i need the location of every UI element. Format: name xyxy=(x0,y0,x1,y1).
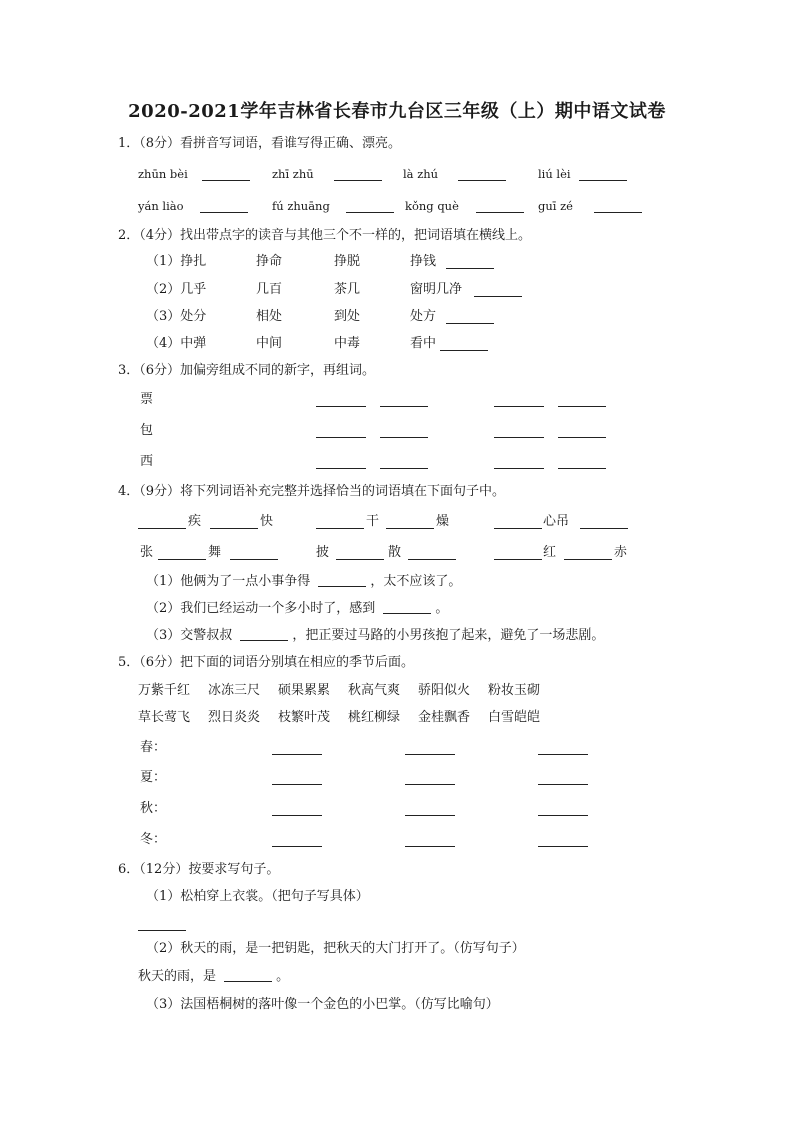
sentence-task-2-answer xyxy=(138,969,289,985)
answer-blank[interactable] xyxy=(494,528,542,529)
word-item: 白雪皑皑 xyxy=(488,710,541,725)
answer-blank[interactable] xyxy=(158,559,206,560)
word-item: 窗明几净 xyxy=(410,282,463,297)
sentence-task-1: （1）松柏穿上衣裳。（把句子写具体） xyxy=(146,889,369,904)
idiom-char: 干 xyxy=(366,514,380,529)
answer-blank[interactable] xyxy=(579,180,627,181)
answer-blank[interactable] xyxy=(318,574,366,587)
answer-blank[interactable] xyxy=(316,437,366,438)
word-item: 到处 xyxy=(334,309,361,324)
answer-blank[interactable] xyxy=(380,468,428,469)
word-item: （1）挣扎 xyxy=(146,254,207,269)
answer-blank[interactable] xyxy=(138,528,186,529)
answer-blank[interactable] xyxy=(446,323,494,324)
sentence-text: ，把正要过马路的小男孩抱了起来，避免了一场悲剧。 xyxy=(292,628,605,643)
answer-blank[interactable] xyxy=(334,180,382,181)
idiom-char: 快 xyxy=(260,514,274,529)
season-label: 夏： xyxy=(140,770,167,785)
word-item: 粉妆玉砌 xyxy=(488,683,541,698)
word-item: 硕果累累 xyxy=(278,683,331,698)
pinyin-item: guī zé xyxy=(538,199,573,213)
answer-blank[interactable] xyxy=(440,350,488,351)
sentence-2 xyxy=(146,601,448,617)
answer-blank[interactable] xyxy=(138,930,186,931)
answer-blank[interactable] xyxy=(538,846,588,847)
word-item: 挣命 xyxy=(256,254,283,269)
answer-blank[interactable] xyxy=(558,468,606,469)
base-char: 西 xyxy=(140,454,154,469)
idiom-char: 舞 xyxy=(208,545,222,560)
word-item: 烈日炎炎 xyxy=(208,710,261,725)
word-item: 草长莺飞 xyxy=(138,710,191,725)
sentence-text: （3）交警叔叔 xyxy=(146,628,233,643)
sentence-text: （1）他俩为了一点小事争得 xyxy=(146,574,311,589)
word-item: 挣脱 xyxy=(334,254,361,269)
word-item: 秋高气爽 xyxy=(348,683,401,698)
answer-blank[interactable] xyxy=(316,528,364,529)
idiom-char: 疾 xyxy=(188,514,202,529)
answer-blank[interactable] xyxy=(380,437,428,438)
sentence-task-3: （3）法国梧桐树的落叶像一个金色的小巴掌。（仿写比喻句） xyxy=(146,997,499,1012)
answer-blank[interactable] xyxy=(272,754,322,755)
pinyin-item: kǒng què xyxy=(405,199,459,213)
sentence-3 xyxy=(146,628,604,644)
word-item: （3）处分 xyxy=(146,309,207,324)
answer-blank[interactable] xyxy=(494,437,544,438)
answer-blank[interactable] xyxy=(408,559,456,560)
word-item: 金桂飘香 xyxy=(418,710,471,725)
answer-blank[interactable] xyxy=(458,180,506,181)
answer-blank[interactable] xyxy=(272,784,322,785)
idiom-char: 张 xyxy=(140,545,154,560)
base-char: 包 xyxy=(140,423,154,438)
idiom-char: 披 xyxy=(316,545,330,560)
word-item: 挣钱 xyxy=(410,254,437,269)
answer-blank[interactable] xyxy=(380,406,428,407)
answer-blank[interactable] xyxy=(476,212,524,213)
word-item: 万紫千红 xyxy=(138,683,191,698)
answer-blank[interactable] xyxy=(200,212,248,213)
word-item: 相处 xyxy=(256,309,283,324)
pinyin-item: yán liào xyxy=(138,199,184,213)
answer-blank[interactable] xyxy=(240,628,288,641)
question-4-label: 4．（9分）将下列词语补充完整并选择恰当的词语填在下面句子中。 xyxy=(118,484,506,499)
answer-blank[interactable] xyxy=(594,212,642,213)
answer-blank[interactable] xyxy=(558,406,606,407)
answer-blank[interactable] xyxy=(405,754,455,755)
word-item: （2）几乎 xyxy=(146,282,207,297)
answer-blank[interactable] xyxy=(346,212,394,213)
sentence-text: 秋天的雨，是 xyxy=(138,969,217,984)
answer-blank[interactable] xyxy=(386,528,434,529)
base-char: 票 xyxy=(140,392,154,407)
word-item: 看中 xyxy=(410,336,437,351)
answer-blank[interactable] xyxy=(224,969,272,982)
answer-blank[interactable] xyxy=(538,815,588,816)
answer-blank[interactable] xyxy=(494,559,542,560)
answer-blank[interactable] xyxy=(202,180,250,181)
answer-blank[interactable] xyxy=(230,559,278,560)
answer-blank[interactable] xyxy=(316,468,366,469)
sentence-text: 。 xyxy=(276,969,290,984)
sentence-text: 。 xyxy=(435,601,449,616)
answer-blank[interactable] xyxy=(336,559,384,560)
answer-blank[interactable] xyxy=(494,468,544,469)
answer-blank[interactable] xyxy=(272,846,322,847)
idiom-char: 红 xyxy=(543,545,557,560)
question-6-label: 6．（12分）按要求写句子。 xyxy=(118,862,280,877)
idiom-char: 燥 xyxy=(436,514,450,529)
word-item: 枝繁叶茂 xyxy=(278,710,331,725)
word-item: 桃红柳绿 xyxy=(348,710,401,725)
answer-blank[interactable] xyxy=(564,559,612,560)
pinyin-item: fú zhuāng xyxy=(272,199,330,213)
answer-blank[interactable] xyxy=(316,406,366,407)
sentence-text: （2）我们已经运动一个多小时了，感到 xyxy=(146,601,376,616)
question-5-label: 5．（6分）把下面的词语分别填在相应的季节后面。 xyxy=(118,655,415,670)
word-item: 几百 xyxy=(256,282,283,297)
answer-blank[interactable] xyxy=(558,437,606,438)
word-item: 中毒 xyxy=(334,336,361,351)
word-item: 中间 xyxy=(256,336,283,351)
question-2-label: 2．（4分）找出带点字的读音与其他三个不一样的，把词语填在横线上。 xyxy=(118,228,532,243)
idiom-char: 赤 xyxy=(614,545,628,560)
answer-blank[interactable] xyxy=(272,815,322,816)
season-label: 冬： xyxy=(140,832,167,847)
idiom-char: 心吊 xyxy=(543,514,570,529)
answer-blank[interactable] xyxy=(405,815,455,816)
word-item: 处方 xyxy=(410,309,437,324)
sentence-text: ，太不应该了。 xyxy=(370,574,462,589)
sentence-task-2: （2）秋天的雨，是一把钥匙，把秋天的大门打开了。（仿写句子） xyxy=(146,941,525,956)
page-title: 2020-2021学年吉林省长春市九台区三年级（上）期中语文试卷 xyxy=(128,101,666,122)
answer-blank[interactable] xyxy=(405,846,455,847)
pinyin-item: liú lèi xyxy=(538,167,571,181)
word-item: 冰冻三尺 xyxy=(208,683,261,698)
season-label: 春： xyxy=(140,740,167,755)
word-item: （4）中弹 xyxy=(146,336,207,351)
word-item: 骄阳似火 xyxy=(418,683,471,698)
question-3-label: 3．（6分）加偏旁组成不同的新字，再组词。 xyxy=(118,363,376,378)
answer-blank[interactable] xyxy=(474,296,522,297)
season-label: 秋： xyxy=(140,801,167,816)
question-1-label: 1．（8分）看拼音写词语，看谁写得正确、漂亮。 xyxy=(118,136,402,151)
answer-blank[interactable] xyxy=(538,754,588,755)
pinyin-item: là zhú xyxy=(403,167,439,181)
idiom-char: 散 xyxy=(388,545,402,560)
pinyin-item: zhūn bèi xyxy=(138,167,188,181)
answer-blank[interactable] xyxy=(494,406,544,407)
sentence-1 xyxy=(146,574,461,590)
answer-blank[interactable] xyxy=(405,784,455,785)
answer-blank[interactable] xyxy=(580,528,628,529)
answer-blank[interactable] xyxy=(538,784,588,785)
answer-blank[interactable] xyxy=(383,601,431,614)
answer-blank[interactable] xyxy=(446,268,494,269)
word-item: 茶几 xyxy=(334,282,361,297)
pinyin-item: zhī zhū xyxy=(272,167,314,181)
answer-blank[interactable] xyxy=(210,528,258,529)
